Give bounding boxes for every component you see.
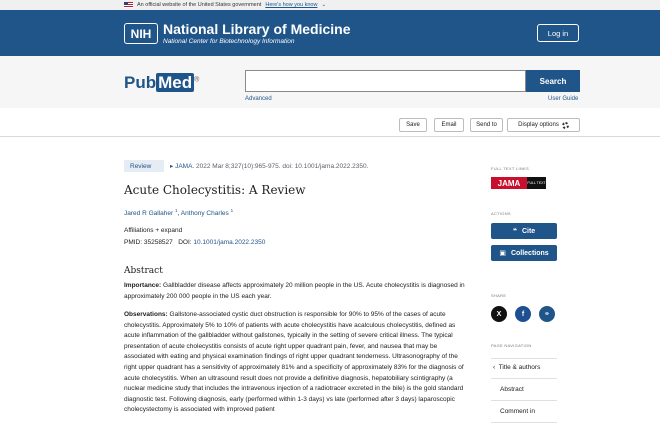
article-title: Acute Cholecystitis: A Review — [124, 183, 306, 197]
save-button[interactable]: Save — [399, 118, 427, 132]
full-text-links-label: FULL TEXT LINKS — [491, 166, 529, 171]
abstract-heading: Abstract — [124, 266, 163, 276]
display-options-button[interactable] — [507, 118, 580, 132]
search-band — [0, 56, 660, 108]
observations-label: Observations: — [124, 311, 168, 318]
bookmark-icon: ▣ — [499, 250, 506, 257]
pubmed-logo[interactable] — [124, 73, 199, 93]
journal-link[interactable]: JAMA. — [175, 163, 195, 170]
nav-title-authors[interactable] — [491, 364, 557, 371]
nih-header — [0, 10, 660, 56]
jama-full-text-link[interactable] — [491, 177, 546, 189]
logo-pub: Pub — [124, 73, 157, 92]
quote-icon: ❝ — [512, 228, 517, 235]
heres-how-link[interactable]: Here's how you know — [265, 2, 318, 8]
author-affil-sup[interactable]: 1 — [230, 208, 234, 213]
us-flag-icon — [124, 2, 133, 8]
nav-divider — [491, 400, 557, 401]
facebook-icon[interactable]: f — [515, 306, 531, 322]
search-button[interactable]: Search — [526, 70, 580, 92]
nav-divider — [491, 378, 557, 379]
display-options-label: Display options — [518, 122, 559, 128]
link-icon[interactable]: ⚭ — [539, 306, 555, 322]
citation-text: 2022 Mar 8;327(10):965-975. doi: 10.1001/jama.2022.2350. — [194, 163, 369, 170]
chevron-left-icon: ‹ — [493, 364, 496, 371]
identifiers — [124, 239, 265, 246]
importance-label: Importance: — [124, 282, 162, 289]
observations-text: Gallstone-associated cystic duct obstruction is responsible for 90% to 95% of the cases of acute cholecystitis. Approximately 5% to 10% of patients with acute cholecystitis have acalculous cholecystitis, defined as acute inflammation of the gallbladder without gallstones, typically in the setting of severe critical illness. The typical presentation of acute cholecystitis consists of acute right upper quadrant pain, fever, and nausea that may be associated with eating and physical examination findings of right upper quadrant tenderness. Ultrasonography of the right upper quadrant has a sensitivity of approximately 81% and a specificity of approximately 83% for the diagnosis of acute cholecystitis. When an ultrasound result does not provide a definitive diagnosis, hepatobiliary scintigraphy (a nuclear medicine study that includes the intravenous injection of a radiotracer excreted in the bile) is the gold standard diagnostic test. Following diagnosis, early (performed within 1-3 days) vs late (performed after 3 days) laparoscopic cholecystectomy is associated with improved patient — [124, 311, 464, 414]
gov-banner — [0, 0, 660, 10]
advanced-link[interactable]: Advanced — [245, 96, 272, 102]
page-navigation-label: PAGE NAVIGATION — [491, 343, 532, 348]
affiliations-toggle[interactable] — [124, 227, 182, 234]
cite-button[interactable] — [491, 223, 557, 239]
share-label: SHARE — [491, 293, 507, 298]
nav-divider — [491, 358, 557, 359]
author-link[interactable]: Anthony Charles — [180, 210, 229, 218]
author-affil-sup[interactable]: 1 — [174, 208, 178, 213]
search-input[interactable] — [245, 70, 526, 92]
nav-abstract[interactable]: Abstract — [500, 386, 524, 393]
gear-icon — [562, 122, 569, 129]
journal-toggle-icon[interactable]: ▸ — [170, 163, 174, 170]
nih-subtitle: National Center for Biotechnology Information — [163, 38, 295, 45]
doi-link[interactable]: 10.1001/jama.2022.2350 — [193, 239, 266, 246]
cite-label: Cite — [521, 227, 536, 235]
abstract-importance — [124, 281, 469, 302]
nav-divider — [491, 422, 557, 423]
gov-banner-text: An official website of the United States government — [137, 2, 262, 8]
collections-label: Collections — [510, 249, 549, 257]
collections-button[interactable] — [491, 245, 557, 261]
actions-label: ACTIONS — [491, 211, 511, 216]
abstract-observations — [124, 310, 469, 416]
x-twitter-icon[interactable]: X — [491, 306, 507, 322]
jama-logo: JAMA — [491, 177, 527, 189]
importance-text: Gallbladder disease affects approximately 20 million people in the US. Acute cholecystitis is diagnosed in approximately 200 000 people in the US each year. — [124, 282, 465, 300]
full-text-badge: FULL TEXT — [527, 177, 546, 189]
divider — [0, 136, 660, 137]
authors-list: Jared R Gallaher $^1$, Anthony Charles $^1$ — [124, 208, 234, 218]
nih-logo[interactable]: NIH — [124, 23, 158, 44]
login-button[interactable]: Log in — [537, 24, 579, 42]
email-button[interactable]: Email — [434, 118, 464, 132]
chevron-down-icon[interactable]: ⌄ — [321, 2, 327, 8]
send-to-button[interactable]: Send to — [470, 118, 503, 132]
doi-label: DOI: — [178, 239, 194, 246]
logo-med: Med — [158, 73, 193, 92]
author-link[interactable]: Jared R Gallaher — [124, 210, 174, 218]
article-type-badge: Review — [124, 160, 164, 172]
affiliations-label: Affiliations — [124, 227, 154, 234]
logo-reg: ® — [194, 76, 200, 84]
expand-link[interactable]: + expand — [155, 227, 183, 234]
nih-title[interactable]: National Library of Medicine — [163, 21, 351, 37]
citation-line — [170, 162, 368, 170]
nav-comment-in[interactable]: Comment in — [500, 408, 536, 415]
nav-title-label: Title & authors — [498, 364, 541, 371]
user-guide-link[interactable]: User Guide — [548, 96, 579, 102]
pmid: PMID: 35258527 — [124, 239, 173, 246]
